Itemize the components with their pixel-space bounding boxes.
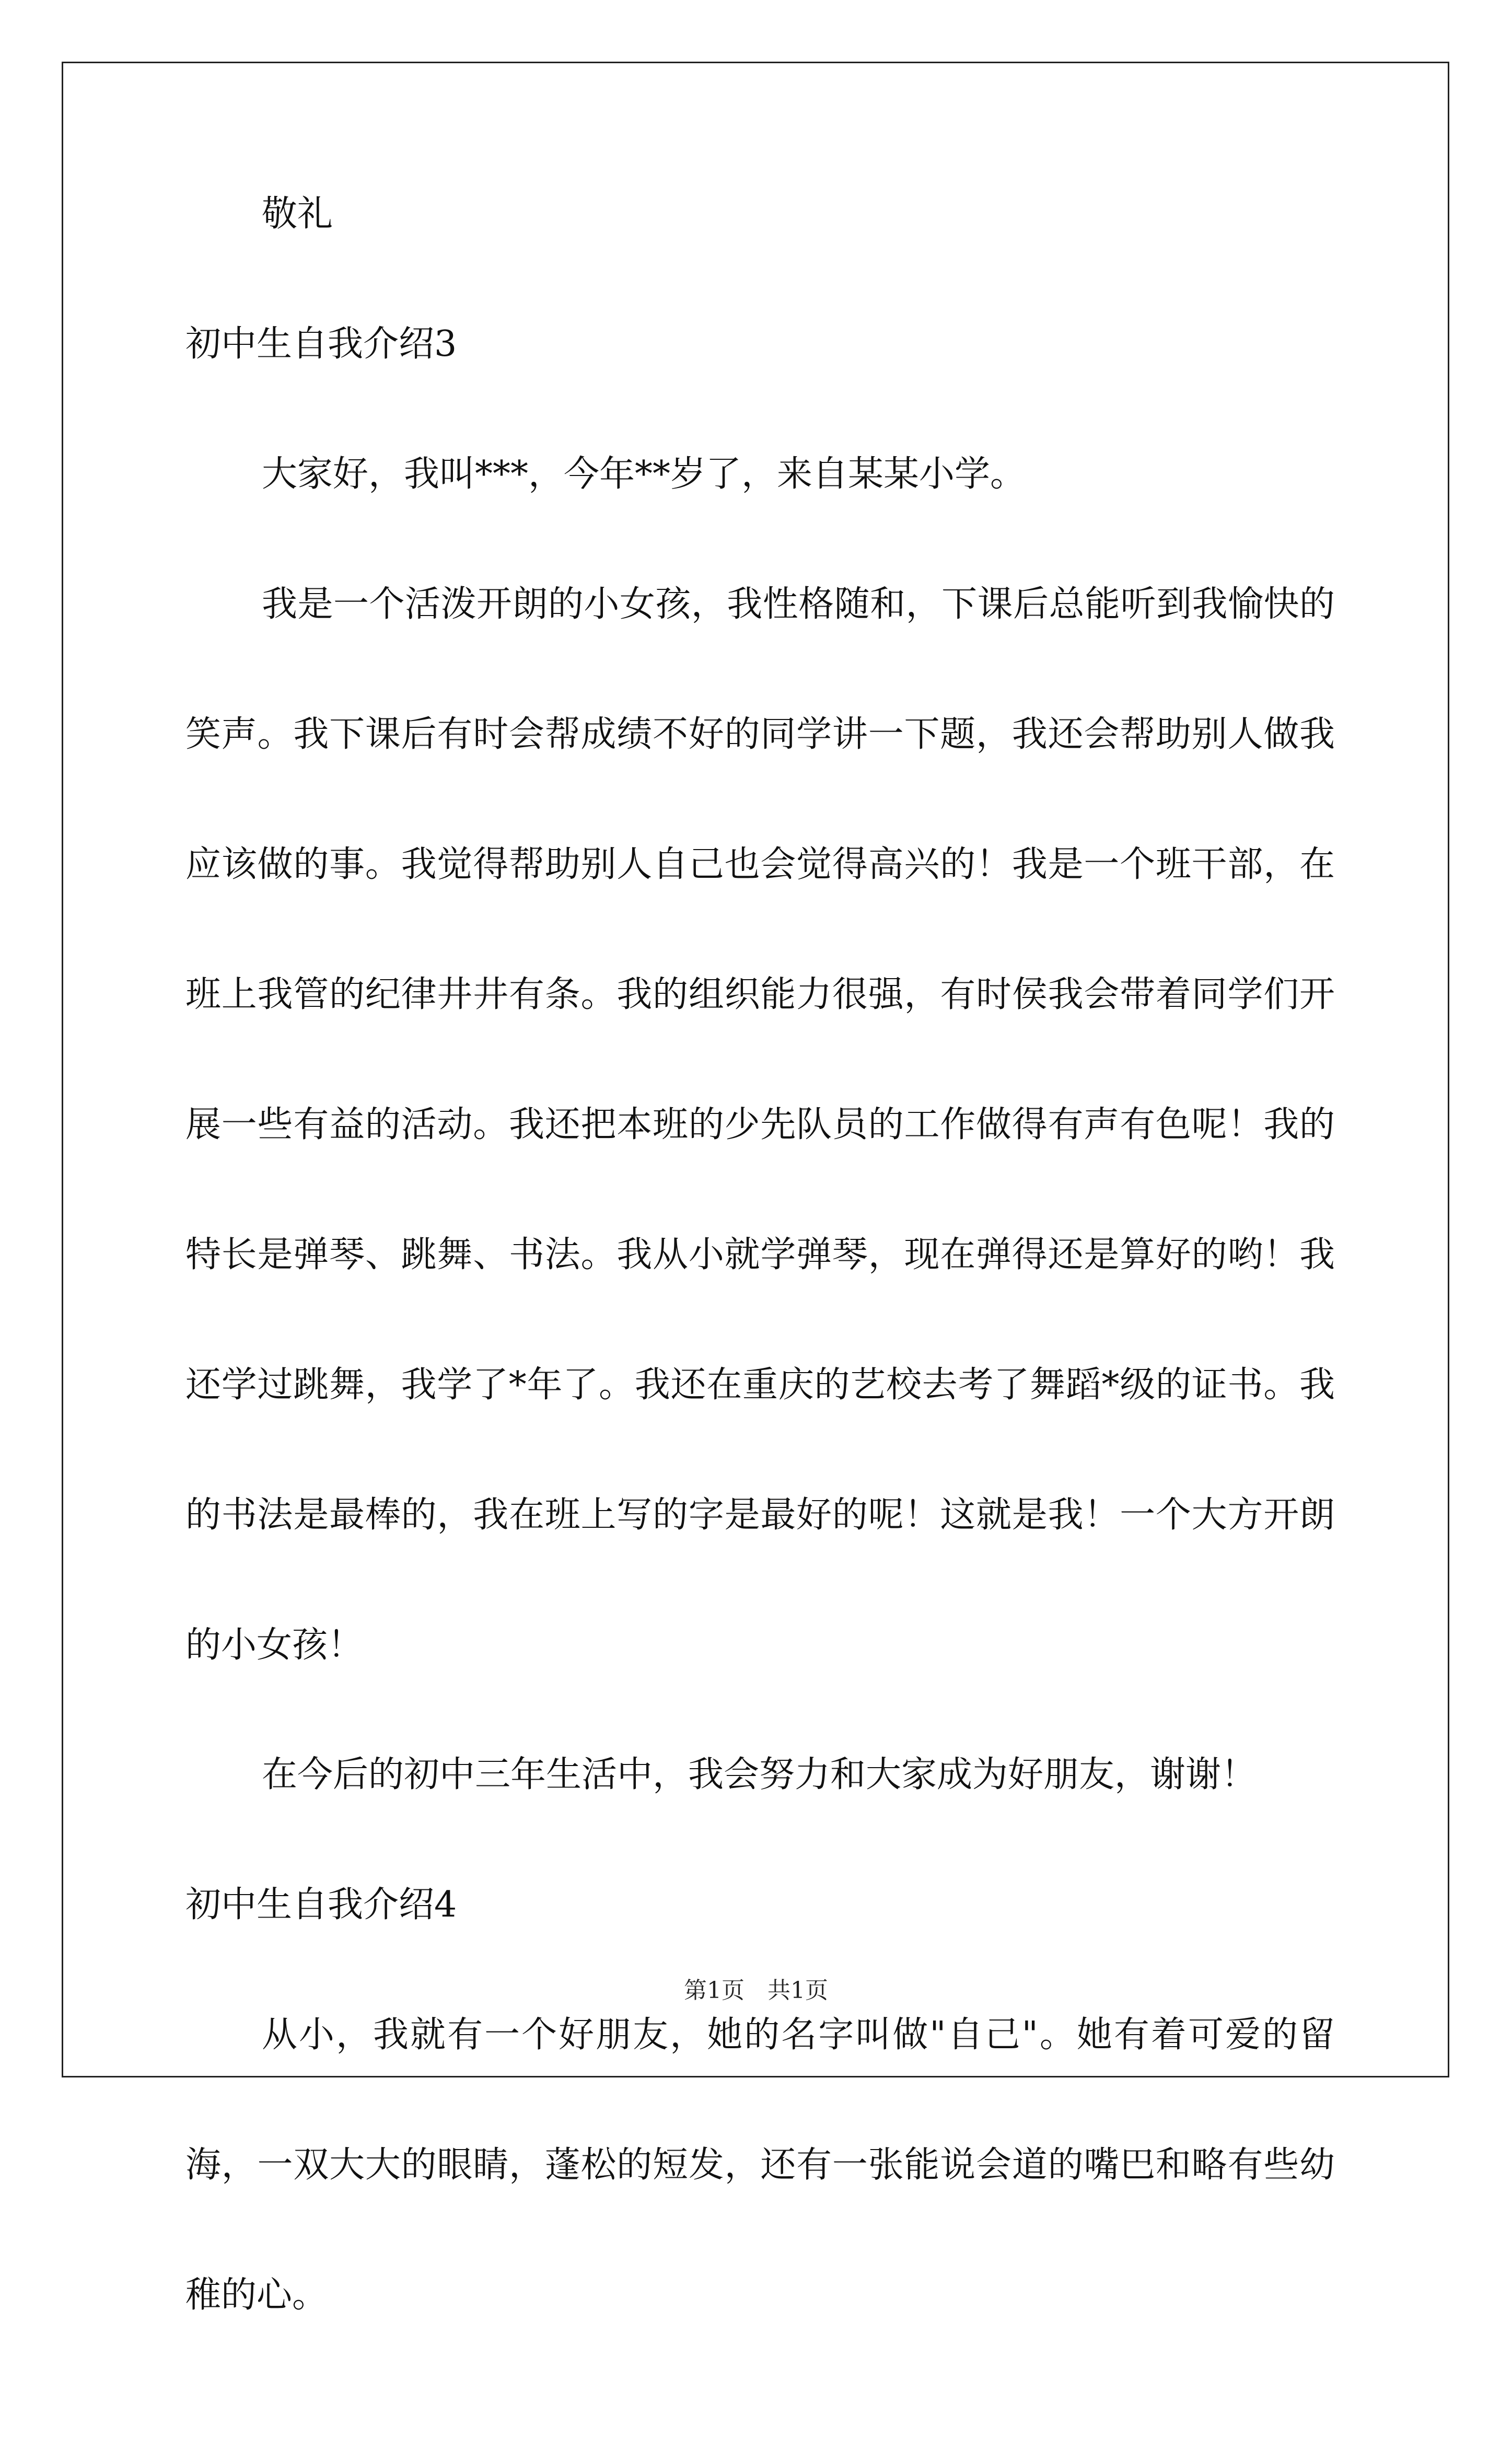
page-number-footer: 第1页 共1页 [684,1977,828,2004]
paragraph-greeting: 大家好，我叫***，今年**岁了，来自某某小学。 [262,454,1026,495]
section-heading-3: 初中生自我介绍3 [185,323,457,365]
document-body [185,188,1335,2438]
closing-salutation: 敬礼 [262,193,333,235]
paragraph-closing-thanks: 在今后的初中三年生活中，我会努力和大家成为好朋友，谢谢！ [262,1754,1257,1795]
section-heading-4: 初中生自我介绍4 [185,1884,457,1925]
paragraph-friend-self: 从小，我就有一个好朋友，她的名字叫做"自己"。她有着可爱的留海，一双大大的眼睛，蓬松的短发，还有一张能说会道的嘴巴和略有些幼稚的心。 [185,2014,1335,2316]
paragraph-self-description: 我是一个活泼开朗的小女孩，我性格随和，下课后总能听到我愉快的笑声。我下课后有时会帮成绩不好的同学讲一下题，我还会帮助别人做我应该做的事。我觉得帮助别人自己也会觉得高兴的！我是一个班干部，在班上我管的纪律井井有条。我的组织能力很强，有时侯我会带着同学们开展一些有益的活动。我还把本班的少先队员的工作做得有声有色呢！我的特长是弹琴、跳舞、书法。我从小就学弹琴，现在弹得还是算好的哟！我还学过跳舞，我学了*年了。我还在重庆的艺校去考了舞蹈*级的证书。我的书法是最棒的，我在班上写的字是最好的呢！这就是我！一个大方开朗的小女孩！ [185,584,1335,1666]
